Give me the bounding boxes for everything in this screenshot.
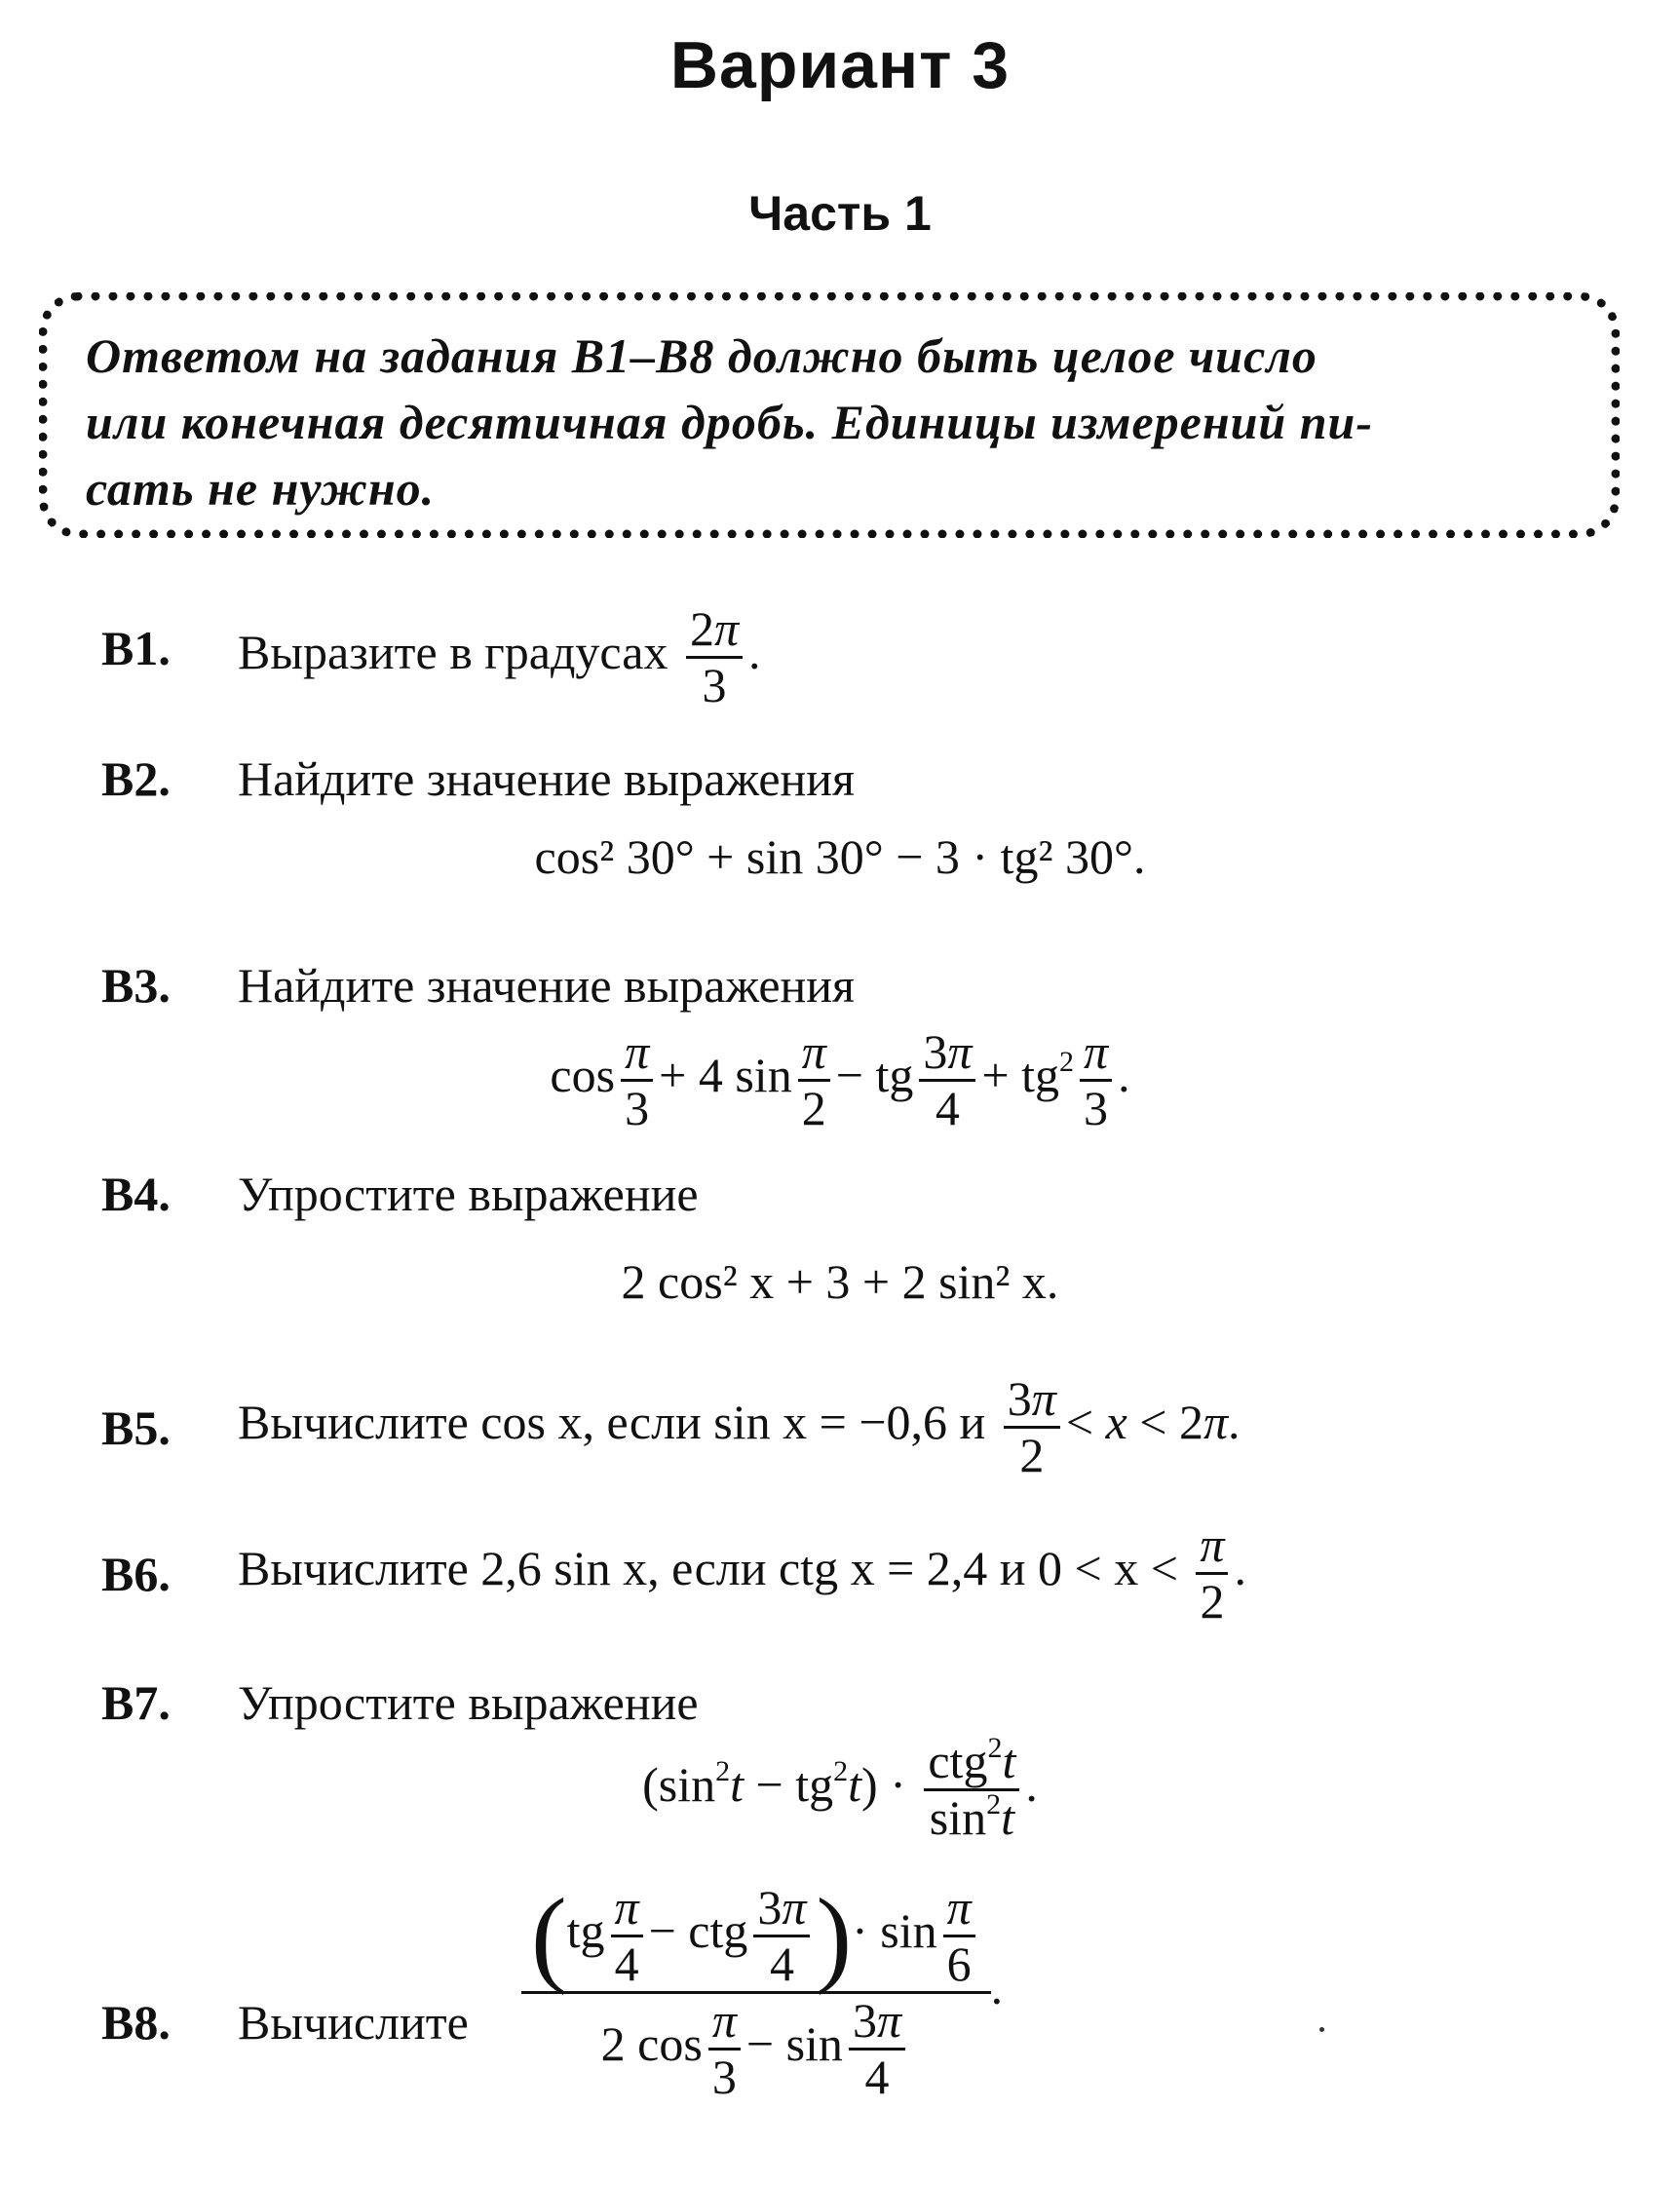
fraction-2pi-over-3: $\frac{2\pi}{3}$: [686, 602, 743, 712]
stray-dot: [1319, 2027, 1324, 2032]
task-b8-text: Вычислите: [238, 1995, 469, 2050]
task-b1-label: B1.: [101, 621, 171, 675]
task-b2-label: B2.: [101, 751, 171, 806]
task-b2-text: Найдите значение выражения: [238, 751, 856, 806]
instructions-line-1: Ответом на задания B1–B8 должно быть целое число: [86, 328, 1317, 383]
task-b6-label: B6.: [101, 1547, 171, 1601]
task-b2-expression: cos² 30° + sin 30° − 3 · tg² 30°.: [534, 829, 1146, 884]
task-b3-expression: cos $\frac{\pi}{3}$ + 4 sin $\frac{\pi}{2}$ − tg $\frac{3\pi}{4}$ + $tg^2$ $\frac{\pi}{3}$ .: [550, 1024, 1130, 1135]
task-b3-label: B3.: [101, 958, 171, 1013]
task-b7-expression: $(\sin^2t - tg^2t)$ · ctg$^2$t $\sin^2t$ .: [642, 1732, 1038, 1845]
task-b7-label: B7.: [101, 1675, 171, 1730]
task-b6-text: Вычислите 2,6 sin x, если ctg x = 2,4 и 0 < x < $\frac{\pi}{2}$ .: [238, 1517, 1246, 1629]
instructions-line-3: сать не нужно.: [86, 461, 436, 516]
task-b8-label: B8.: [101, 1995, 171, 2050]
task-b4-text: Упростите выражение: [238, 1167, 699, 1221]
task-b7-text: Упростите выражение: [238, 1675, 699, 1730]
part-heading: Часть 1: [748, 186, 932, 241]
task-b5-label: B5.: [101, 1400, 171, 1455]
task-b5-text: Вычислите cos x, если sin x = −0,6 и $\frac{3\pi}{2}$ < x < 2π.: [238, 1371, 1241, 1482]
task-b8-expression: (tg $\frac{\pi}{4}$ − ctg $\frac{3\pi}{4}$ )· sin $\frac{\pi}{6}$ 2 cos $\frac{\pi}{3}$ − sin $\frac{3\pi}{4}$ .: [521, 1881, 1003, 2104]
task-b1-text: Выразите в градусах $\frac{2\pi}{3}$ .: [238, 601, 761, 712]
page-title: Вариант 3: [669, 28, 1011, 102]
task-b4-expression: 2 cos² x + 3 + 2 sin² x.: [621, 1254, 1059, 1309]
task-b4-label: B4.: [101, 1167, 171, 1221]
instructions-line-2: или конечная десятичная дробь. Единицы измерений пи-: [86, 395, 1373, 449]
task-b3-text: Найдите значение выражения: [238, 958, 856, 1013]
